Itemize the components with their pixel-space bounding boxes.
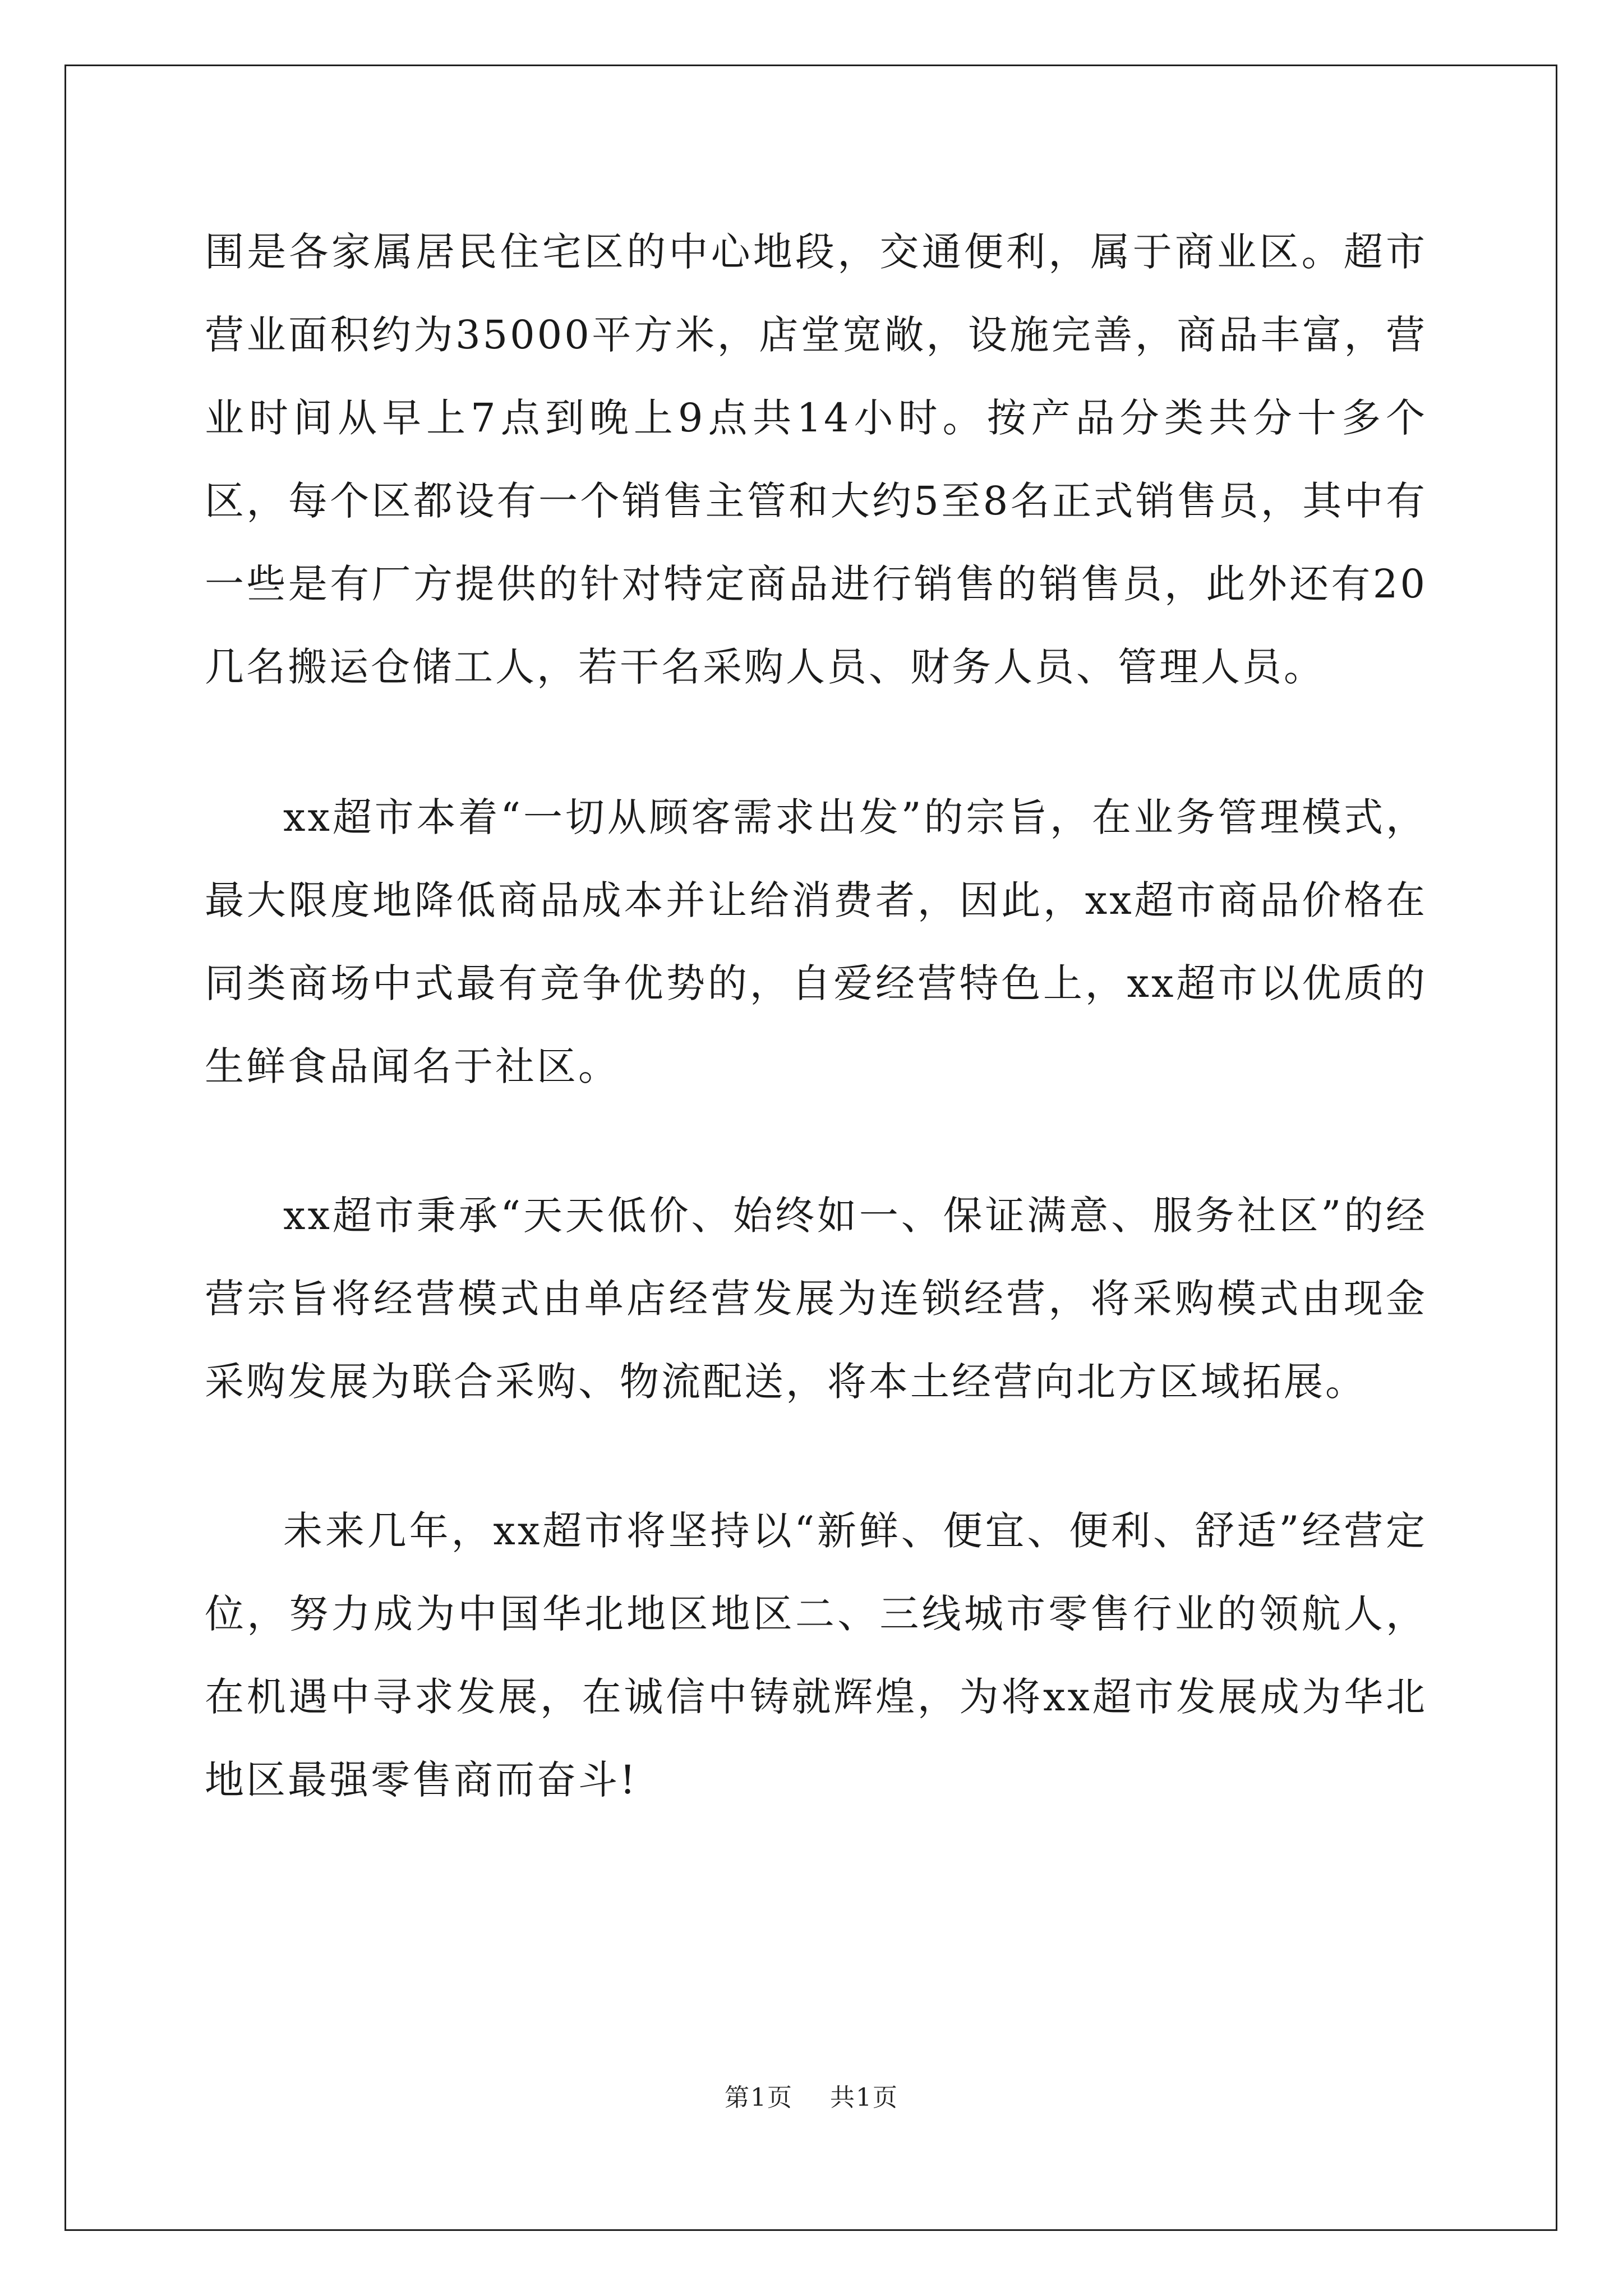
page-total: 共1页 bbox=[830, 2083, 898, 2112]
paragraph-4: 未来几年，xx超市将坚持以“新鲜、便宜、便利、舒适”经营定位，努力成为中国华北地区地区二、三线城市零售行业的领航人，在机遇中寻求发展，在诚信中铸就辉煌，为将xx超市发展成为华北地区最强零售商而奋斗! bbox=[205, 1508, 1427, 1803]
document-body bbox=[205, 210, 1427, 1888]
paragraph-3: xx超市秉承“天天低价、始终如一、保证满意、服务社区”的经营宗旨将经营模式由单店经营发展为连锁经营，将采购模式由现金采购发展为联合采购、物流配送，将本土经营向北方区域拓展。 bbox=[205, 1193, 1427, 1405]
page-number: 第1页 bbox=[725, 2083, 793, 2112]
page-footer bbox=[0, 2081, 1623, 2115]
paragraph-2: xx超市本着“一切从顾客需求出发”的宗旨，在业务管理模式，最大限度地降低商品成本并让给消费者，因此，xx超市商品价格在同类商场中式最有竞争优势的，自爱经营特色上，xx超市以优质的生鲜食品闻名于社区。 bbox=[205, 794, 1427, 1089]
paragraph-1: 围是各家属居民住宅区的中心地段，交通便利，属于商业区。超市营业面积约为35000平方米，店堂宽敞，设施完善，商品丰富，营业时间从早上7点到晚上9点共14小时。按产品分类共分十多个区，每个区都设有一个销售主管和大约5至8名正式销售员，其中有一些是有厂方提供的针对特定商品进行销售的销售员，此外还有20几名搬运仓储工人，若干名采购人员、财务人员、管理人员。 bbox=[205, 229, 1427, 690]
